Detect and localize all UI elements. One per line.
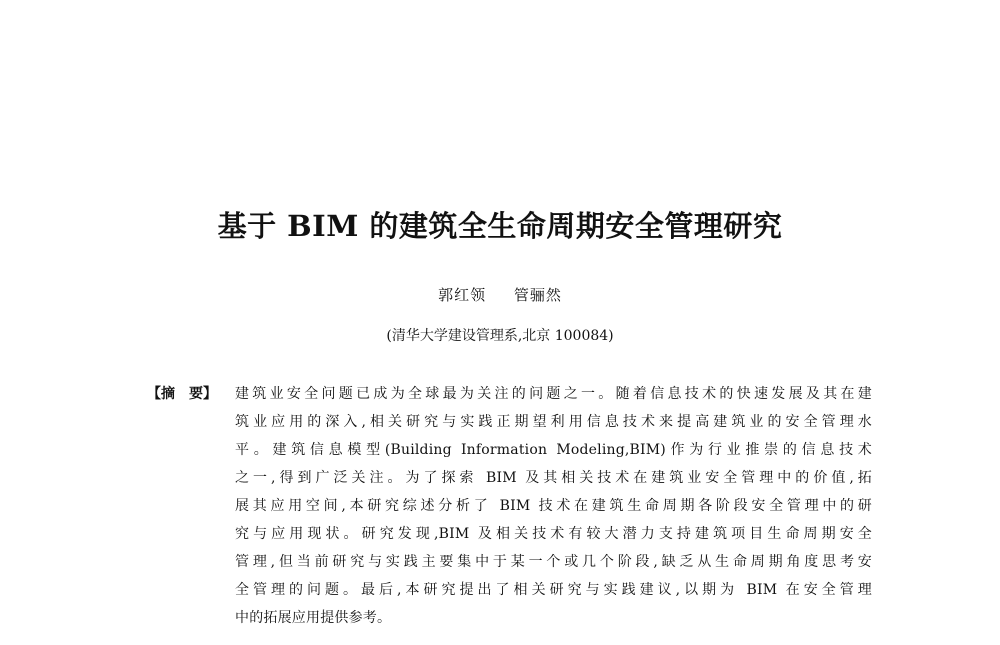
abstract-line: 管理,但当前研究与实践主要集中于某一个或几个阶段,缺乏从生命周期角度思考安 [235,554,872,570]
author-name: 管骊然 [513,286,562,304]
paper-title: 基于 BIM 的建筑全生命周期安全管理研究 [217,209,783,243]
abstract-line: 平。建筑信息模型(Building Information Modeling,BIM)作为行业推崇的信息技术 [235,442,872,458]
abstract-section [147,380,872,645]
author-list [0,284,1000,306]
abstract-line: 中的拓展应用提供参考。 [235,610,392,626]
abstract-line: 之一,得到广泛关注。为了探索 BIM 及其相关技术在建筑业安全管理中的价值,拓 [235,470,872,486]
abstract-line: 建筑业安全问题已成为全球最为关注的问题之一。随着信息技术的快速发展及其在建 [235,386,872,402]
truncated-keywords-line [147,638,617,645]
abstract-line: 全管理的问题。最后,本研究提出了相关研究与实践建议,以期为 BIM 在安全管理 [235,582,872,598]
author-name: 郭红领 [438,286,487,304]
abstract-line: 筑业应用的深入,相关研究与实践正期望利用信息技术来提高建筑业的安全管理水 [235,414,872,430]
abstract-line: 展其应用空间,本研究综述分析了 BIM 技术在建筑生命周期各阶段安全管理中的研 [235,498,872,514]
abstract-line: 究与应用现状。研究发现,BIM 及相关技术有较大潜力支持建筑项目生命周期安全 [235,526,872,542]
abstract-label: 【摘 要】 [147,386,217,402]
abstract-body [235,380,872,632]
author-affiliation: (清华大学建设管理系,北京 100084) [386,328,614,344]
